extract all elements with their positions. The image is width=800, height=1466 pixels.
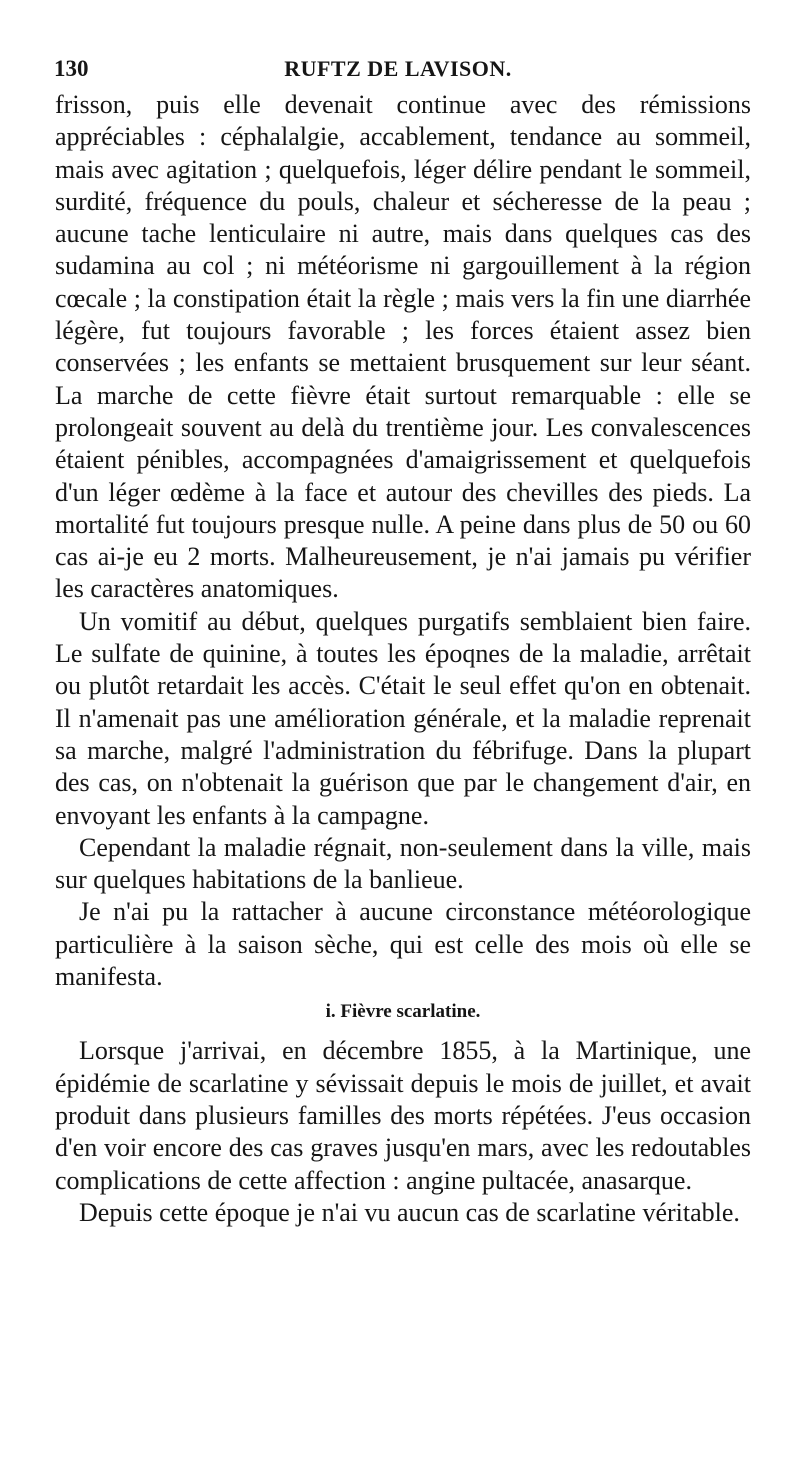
running-title: RUFTZ DE LAVISON. [284, 56, 512, 81]
paragraph-scarlatina-since: Depuis cette époque je n'ai vu aucun cas de scarlatine véritable. [79, 1197, 740, 1227]
body-text [55, 89, 751, 1229]
section-heading: i. Fièvre scarlatine. [325, 1001, 481, 1023]
paragraph-distribution: Cependant la maladie régnait, non-seulement dans la ville, mais sur quelques habitations de la banlieue. [55, 832, 751, 895]
paragraph-fever-description: frisson, puis elle devenait continue avec des rémissions appréciables : céphalalgie, accablement, tendance au sommeil, mais avec agitation ; quelquefois, léger délire pendant le sommeil, surdité, fréquence du pouls, chaleur et sécheresse de la peau ; aucune tache lenticulaire ni autre, mais dans quelques cas des sudamina au col ; ni météorisme ni gargouillement à la région cœcale ; la constipation était la règle ; mais vers la fin une diarrhée légère, fut toujours favorable ; les forces étaient assez bien conservées ; les enfants se mettaient brusquement sur leur séant. La marche de cette fièvre était surtout remarquable : elle se prolongeait souvent au delà du trentième jour. Les convalescences étaient pénibles, accompagnées d'amaigrissement et quelquefois d'un léger œdème à la face et autour des chevilles des pieds. La mortalité fut toujours presque nulle. A peine dans plus de 50 ou 60 cas ai-je eu 2 morts. Malheureusement, je n'ai jamais pu vérifier les caractères anatomiques. [55, 90, 751, 604]
running-head [48, 56, 748, 86]
page-number: 130 [54, 56, 89, 81]
paragraph-meteorology: Je n'ai pu la rattacher à aucune circonstance météorologique particulière à la saison sèche, qui est celle des mois où elle se manifesta. [55, 897, 751, 992]
paragraph-scarlatina-epidemic: Lorsque j'arrivai, en décembre 1855, à la Martinique, une épidémie de scarlatine y sévissait depuis le mois de juillet, et avait produit dans plusieurs familles des morts répétées. J'eus occasion d'en voir encore des cas graves jusqu'en mars, avec les redoutables complications de cette affection : angine pultacée, anasarque. [55, 1036, 751, 1195]
paragraph-treatment: Un vomitif au début, quelques purgatifs semblaient bien faire. Le sulfate de quinine, à toutes les époqnes de la maladie, arrêtait ou plutôt retardait les accès. C'était le seul effet qu'on en obtenait. Il n'amenait pas une amélioration générale, et la maladie reprenait sa marche, malgré l'administration du fébrifuge. Dans la plupart des cas, on n'obtenait la guérison que par le changement d'air, en envoyant les enfants à la campagne. [55, 606, 751, 830]
